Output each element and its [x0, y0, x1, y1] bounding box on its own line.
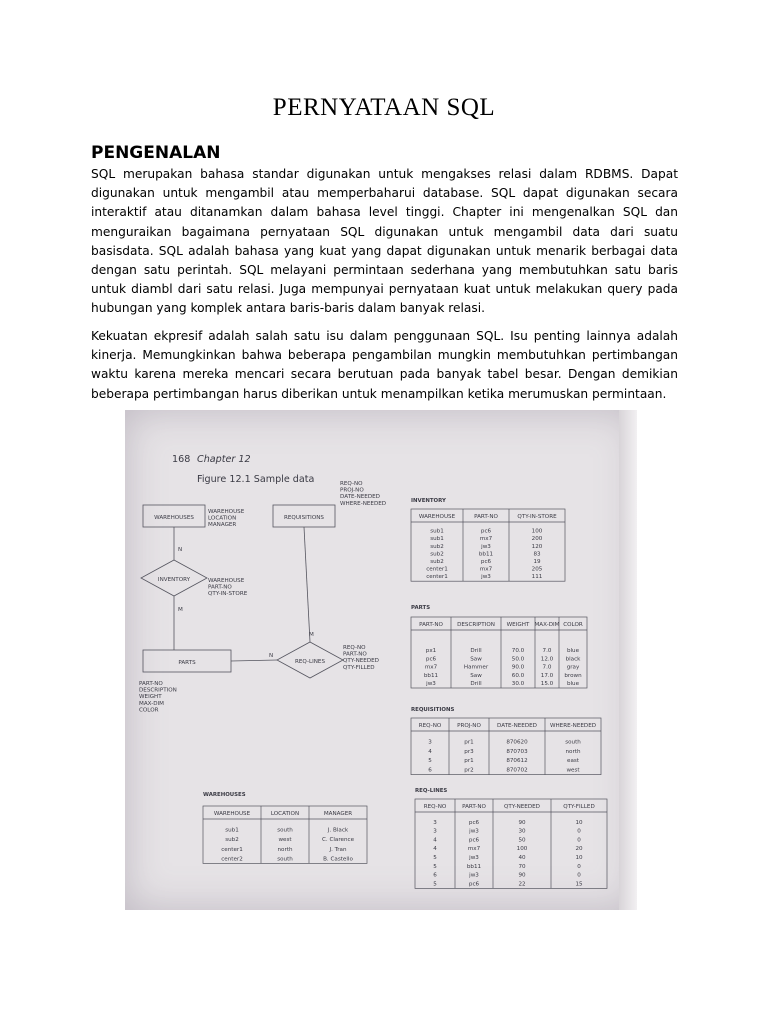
inventory-table-cell-4-1: pc6 [480, 559, 492, 565]
reqlines-table-header-3: QTY-FILLED [563, 804, 595, 810]
reqlines-table-cell-7-0: 5 [433, 881, 437, 888]
paragraph-performance: Kekuatan ekpresif adalah salah satu isu dalam penggunaan SQL. Isu penting lainnya adalah kinerja. Memungkinkan bahwa beberapa pengambilan mungkin membutuhkan pertimbangan waktu karena mereka mencari secara berutuan pada banyak tabel besar. Dengan demikian beberapa pertimbangan harus diberikan untuk menampilkan ketika merumuskan permintaan. [91, 329, 678, 401]
parts-table-cell-1-3: 12.0 [540, 656, 554, 663]
reqlines-relationship-label: REQ-LINES [294, 659, 326, 665]
inventory-table-cell-6-1: jw3 [481, 574, 491, 581]
warehouses-table-cell-2-0: center1 [221, 846, 243, 853]
reqlines-table-cell-4-0: 5 [433, 855, 437, 861]
warehouses-table-cell-0-1: south [277, 827, 293, 834]
parts-table-cell-4-1: Drill [470, 681, 482, 687]
reqlines-table-cell-5-2: 70 [518, 863, 526, 870]
warehouses-attr-1: LOCATION [208, 515, 237, 522]
reqlines-table-cell-0-3: 10 [575, 819, 583, 826]
requisitions-attr-3: WHERE-NEEDED [340, 500, 387, 507]
reqlines-table-cell-3-2: 100 [516, 846, 528, 853]
inventory-table-cell-2-0: sub2 [430, 543, 444, 550]
parts-table-cell-0-0: px1 [425, 648, 437, 655]
parts-table-cell-3-0: bb11 [423, 672, 439, 679]
inventory-attr-0: WAREHOUSE [208, 578, 245, 584]
inventory-table-cell-5-0: center1 [426, 566, 448, 573]
parts-table-cell-0-3: 7.0 [542, 648, 552, 655]
reqlines-table-cell-7-1: pc6 [468, 881, 480, 888]
parts-table-cell-4-4: blue [566, 681, 580, 687]
cardinality-n-reqlines: N [269, 653, 274, 659]
reqlines-table-cell-5-3: 0 [577, 863, 581, 870]
figure-caption: Figure 12.1 Sample data [197, 474, 315, 485]
requisitions-table-header-0: REQ-NO [418, 723, 442, 729]
inventory-table-header-0: WAREHOUSE [418, 514, 456, 520]
parts-table-cell-3-2: 60.0 [511, 672, 525, 679]
cardinality-n-inventory: N [178, 547, 183, 553]
reqlines-table-cell-2-3: 0 [577, 837, 581, 844]
section-heading: PENGENALAN [91, 143, 221, 163]
inventory-table-cell-5-2: 205 [531, 566, 543, 573]
inventory-table-cell-0-2: 100 [531, 528, 543, 535]
parts-table-cell-2-0: mx7 [424, 664, 438, 671]
reqlines-table-cell-1-0: 3 [433, 828, 437, 835]
inventory-table-cell-4-0: sub2 [430, 559, 444, 565]
requisitions-table-cell-1-3: north [565, 748, 581, 755]
requisitions-table-cell-1-1: pr3 [464, 748, 474, 755]
reqlines-table-cell-1-2: 30 [518, 828, 526, 835]
parts-table-cell-4-3: 15.0 [540, 681, 554, 687]
requisitions-table-cell-3-1: pr2 [464, 767, 474, 774]
parts-table-cell-3-3: 17.0 [540, 672, 554, 679]
inventory-table-cell-1-0: sub1 [430, 536, 444, 543]
parts-table-header-2: WEIGHT [506, 622, 530, 628]
requisitions-table-header-1: PROJ-NO [457, 723, 481, 729]
inventory-table-header-1: PART-NO [474, 514, 498, 520]
parts-table-cell-4-2: 30.0 [511, 681, 525, 687]
parts-table-cell-2-4: gray [566, 664, 580, 671]
reqlines-table-cell-5-0: 5 [433, 863, 437, 870]
requisitions-table-cell-2-1: pr1 [464, 758, 474, 765]
warehouses-table-cell-2-2: J. Tran [329, 846, 347, 853]
requisitions-attr-1: PROJ-NO [340, 487, 364, 494]
reqlines-table-cell-0-1: pc6 [468, 819, 480, 826]
reqlines-table-header-2: QTY-NEEDED [504, 804, 540, 810]
requisitions-table-cell-2-0: 5 [428, 758, 432, 765]
parts-attr-0: PART-NO [139, 681, 163, 687]
requisitions-table-cell-3-2: 870702 [506, 767, 528, 774]
reqlines-table-cell-6-1: jw3 [469, 872, 479, 879]
warehouses-table-title: WAREHOUSES [203, 792, 246, 798]
inventory-table-cell-1-1: mx7 [479, 536, 493, 543]
chapter-label: Chapter 12 [197, 454, 251, 465]
reqlines-table-cell-6-0: 6 [433, 872, 437, 879]
inventory-table-cell-2-2: 120 [531, 543, 543, 550]
parts-table-cell-0-1: Drill [470, 648, 482, 655]
inventory-table-cell-3-2: 83 [533, 551, 541, 558]
inventory-table-cell-6-2: 111 [531, 574, 543, 581]
cardinality-m-inventory: M [178, 607, 183, 613]
reqlines-table-cell-4-3: 10 [575, 855, 583, 861]
reqlines-table-cell-0-2: 90 [518, 819, 526, 826]
reqlines-table-cell-7-2: 22 [518, 881, 526, 888]
inventory-table-cell-0-0: sub1 [430, 528, 444, 535]
parts-table-header-4: COLOR [563, 622, 583, 628]
inventory-table-cell-6-0: center1 [426, 574, 448, 581]
cardinality-m-reqlines: M [309, 632, 314, 638]
parts-table-cell-2-2: 90.0 [511, 664, 525, 671]
document-title: PERNYATAAN SQL [272, 94, 496, 121]
requisitions-table-cell-3-3: west [566, 767, 580, 774]
reqlines-table-header-1: PART-NO [462, 804, 486, 810]
inventory-table-title: INVENTORY [411, 498, 446, 504]
inventory-table-cell-2-1: jw3 [481, 543, 491, 550]
requisitions-table-cell-1-2: 870703 [506, 748, 528, 755]
requisitions-table-title: REQUISITIONS [411, 707, 455, 713]
reqlines-attr-3: QTY-FILLED [343, 664, 375, 671]
inventory-table-cell-3-0: sub2 [430, 551, 444, 558]
inventory-attr-2: QTY-IN-STORE [208, 591, 248, 598]
warehouses-table-cell-0-2: J. Black [327, 827, 349, 834]
reqlines-table-cell-2-1: pc6 [468, 837, 480, 844]
inventory-relationship-label: INVENTORY [157, 577, 191, 583]
reqlines-table-header-0: REQ-NO [423, 804, 447, 810]
inventory-table-cell-4-2: 19 [533, 559, 541, 565]
sample-data-figure [125, 410, 637, 910]
reqlines-table-cell-4-1: jw3 [469, 855, 479, 861]
parts-attr-3: MAX-DIM [139, 700, 165, 707]
parts-table-cell-1-2: 50.0 [511, 656, 525, 663]
parts-table-header-1: DESCRIPTION [457, 622, 495, 628]
parts-attr-4: COLOR [139, 707, 159, 714]
parts-table-cell-0-4: blue [566, 648, 580, 655]
reqlines-table-cell-1-3: 0 [577, 828, 581, 835]
book-page-photo [125, 410, 637, 910]
reqlines-table-cell-3-3: 20 [575, 846, 583, 853]
requisitions-table-cell-3-0: 6 [428, 767, 432, 774]
requisitions-table-cell-0-0: 3 [428, 739, 432, 746]
parts-table-cell-3-1: Saw [470, 672, 482, 679]
reqlines-table-cell-5-1: bb11 [466, 863, 482, 870]
warehouses-table-cell-2-1: north [277, 846, 293, 853]
parts-attr-2: WEIGHT [139, 694, 162, 701]
reqlines-table-cell-3-0: 4 [433, 846, 437, 853]
warehouses-table-cell-1-0: sub2 [225, 837, 239, 844]
paragraph-intro: SQL merupakan bahasa standar digunakan untuk mengakses relasi dalam RDBMS. Dapat digunakan untuk mengambil atau memperbaharui database. SQL dapat digunakan secara interaktif atau ditanamkan dalam bahasa level tinggi. Chapter ini mengenalkan SQL dan menguraikan bagaimana pernyataan SQL digunakan untuk mengambil data dari suatu basisdata. SQL adalah bahasa yang kuat yang dapat digunakan untuk menarik berbagai data dengan satu perintah. SQL melayani permintaan sederhana yang membutuhkan satu baris untuk diambl dari satu relasi. Juga mempunyai pernyataan kuat untuk melakukan query pada hubungan yang komplek antara baris-baris dalam banyak relasi. [91, 167, 678, 316]
reqlines-table-cell-1-1: jw3 [469, 828, 479, 835]
reqlines-table-cell-2-2: 50 [518, 837, 526, 844]
parts-table-cell-1-4: black [565, 656, 581, 663]
reqlines-table-cell-3-1: mx7 [467, 846, 481, 853]
parts-table-cell-1-0: pc6 [425, 656, 437, 663]
requisitions-table-cell-0-3: south [565, 739, 581, 746]
warehouses-attr-2: MANAGER [208, 522, 237, 529]
reqlines-table-title: REQ-LINES [415, 788, 448, 794]
warehouses-table-header-1: LOCATION [270, 811, 300, 817]
inventory-table-cell-0-1: pc6 [480, 528, 492, 535]
parts-table-header-0: PART-NO [419, 622, 443, 628]
requisitions-table-cell-2-2: 870612 [506, 758, 528, 765]
warehouses-table-cell-3-1: south [277, 856, 293, 863]
reqlines-attr-1: PART-NO [343, 651, 367, 658]
warehouses-attr-0: WAREHOUSE [208, 509, 245, 515]
warehouses-table-cell-1-2: C. Clarence [321, 837, 355, 844]
reqlines-table-cell-0-0: 3 [433, 819, 437, 826]
warehouses-table-cell-0-0: sub1 [225, 827, 239, 834]
warehouses-table-header-2: MANAGER [323, 811, 353, 817]
requisitions-table-header-2: DATE-NEEDED [497, 723, 537, 729]
page-number: 168 [172, 454, 191, 465]
inventory-table-cell-3-1: bb11 [478, 551, 494, 558]
parts-table-cell-4-0: jw3 [426, 681, 436, 687]
parts-table-cell-2-3: 7.0 [542, 664, 552, 671]
inventory-table-cell-1-2: 200 [531, 536, 543, 543]
reqlines-table-cell-2-0: 4 [433, 837, 437, 844]
parts-table-header-3: MAX-DIM [534, 622, 560, 628]
requisitions-attr-0: REQ-NO [340, 481, 363, 487]
reqlines-attr-2: QTY-NEEDED [343, 658, 379, 665]
warehouses-table-cell-3-2: B. Castello [323, 856, 353, 863]
requisitions-table-header-3: WHERE-NEEDED [549, 723, 597, 729]
warehouses-table-cell-1-1: west [278, 837, 292, 844]
reqlines-table-cell-4-2: 40 [518, 855, 526, 861]
parts-table-cell-1-1: Saw [470, 656, 482, 663]
requisitions-attr-2: DATE-NEEDED [340, 494, 380, 501]
parts-table-cell-2-1: Hammer [463, 664, 489, 671]
inventory-table-header-2: QTY-IN-STORE [517, 514, 557, 520]
parts-entity-label: PARTS [178, 660, 196, 666]
inventory-attr-1: PART-NO [208, 584, 232, 591]
reqlines-table-cell-6-2: 90 [518, 872, 526, 879]
warehouses-table-header-0: WAREHOUSE [213, 811, 251, 817]
warehouses-table-cell-3-0: center2 [221, 856, 243, 863]
parts-table-cell-0-2: 70.0 [511, 648, 525, 655]
parts-table-title: PARTS [411, 605, 431, 611]
requisitions-table-cell-0-2: 870620 [506, 739, 528, 746]
requisitions-table-cell-0-1: pr1 [464, 739, 474, 746]
warehouses-entity-label: WAREHOUSES [154, 515, 194, 521]
reqlines-attr-0: REQ-NO [343, 645, 366, 651]
requisitions-entity-label: REQUISITIONS [284, 515, 324, 521]
inventory-table-cell-5-1: mx7 [479, 566, 493, 573]
reqlines-table-cell-6-3: 0 [577, 872, 581, 879]
parts-attr-1: DESCRIPTION [139, 687, 177, 694]
parts-table-cell-3-4: brown [564, 672, 582, 679]
requisitions-table-cell-1-0: 4 [428, 748, 432, 755]
reqlines-table-cell-7-3: 15 [575, 881, 583, 888]
requisitions-table-cell-2-3: east [567, 758, 579, 765]
